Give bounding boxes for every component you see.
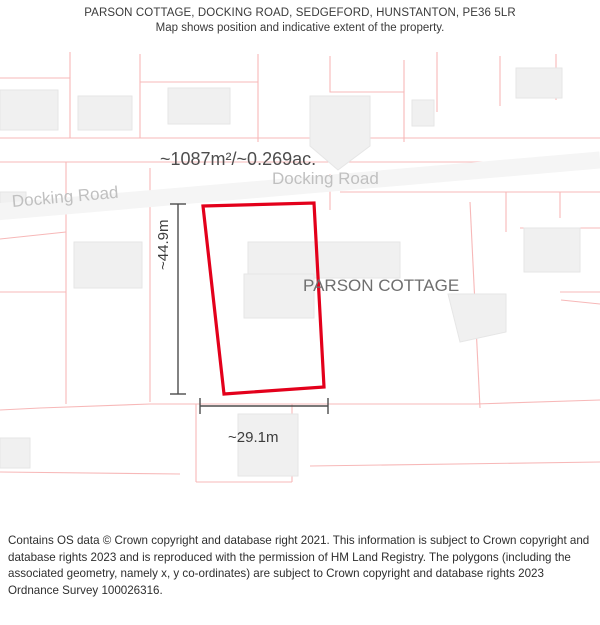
dimension-height-label: ~44.9m bbox=[155, 219, 172, 270]
page-title: PARSON COTTAGE, DOCKING ROAD, SEDGEFORD, HUNSTANTON, PE36 5LR bbox=[84, 7, 516, 19]
property-name-label: PARSON COTTAGE bbox=[303, 276, 460, 295]
area-measurement-label: ~1087m²/~0.269ac. bbox=[160, 149, 317, 169]
copyright-text: Contains OS data © Crown copyright and database right 2021. This information is subject to Crown copyright and database rights 2023 and is reproduced with the permission of HM Land Registry. The polygons (including the associated geometry, namely x, y co-ordinates) are subject to Crown copyright and database rights 2023 Ordnance Survey 100026316. bbox=[8, 534, 590, 597]
copyright-footer bbox=[0, 533, 600, 599]
buildings bbox=[0, 68, 580, 476]
map-header bbox=[0, 0, 600, 42]
dimension-width-label: ~29.1m bbox=[228, 429, 279, 446]
road-label-docking-road-left: Docking Road bbox=[11, 182, 120, 211]
map-vector-layer bbox=[0, 42, 600, 530]
map-canvas[interactable] bbox=[0, 42, 600, 530]
road-label-docking-road-right: Docking Road bbox=[272, 169, 379, 188]
page-subtitle: Map shows position and indicative extent of the property. bbox=[155, 22, 445, 34]
